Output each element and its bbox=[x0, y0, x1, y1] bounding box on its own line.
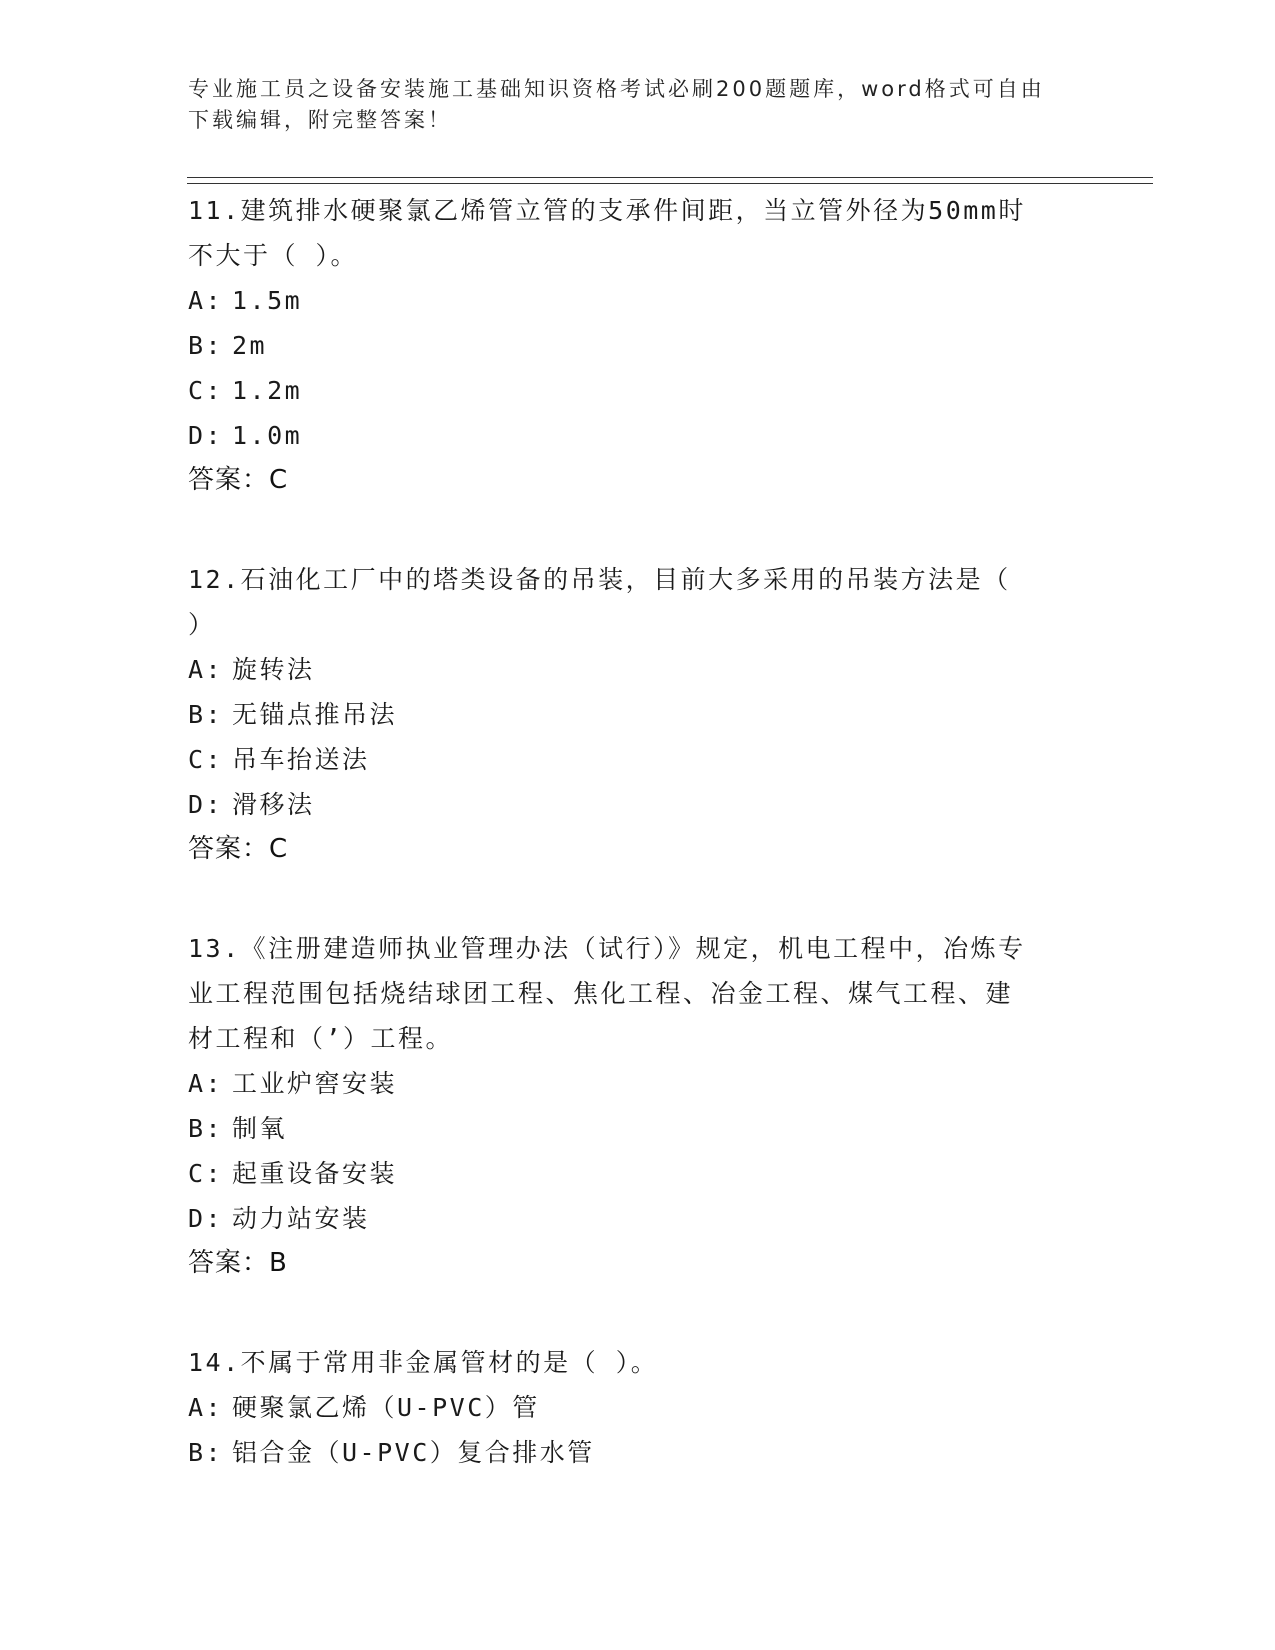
option-key: B: bbox=[188, 700, 224, 729]
option-key: D: bbox=[188, 421, 224, 450]
option-text: 铝合金（U-PVC）复合排水管 bbox=[232, 1438, 595, 1467]
header-line-2: 下载编辑，附完整答案！ bbox=[188, 108, 452, 132]
answer-line: 答案：C bbox=[188, 465, 289, 495]
header-line-1: 专业施工员之设备安装施工基础知识资格考试必刷200题题库，word格式可自由 bbox=[188, 77, 1045, 101]
option-c bbox=[188, 1151, 1088, 1196]
option-text: 1.2m bbox=[232, 376, 303, 405]
answer-line: 答案：B bbox=[188, 1248, 288, 1278]
option-key: D: bbox=[188, 1204, 224, 1233]
option-b bbox=[188, 692, 1088, 737]
question-stem-line: 13.《注册建造师执业管理办法（试行）》规定，机电工程中，冶炼专 bbox=[188, 934, 1026, 963]
option-key: B: bbox=[188, 1114, 224, 1143]
question-stem bbox=[188, 557, 1068, 647]
question-stem bbox=[188, 926, 1068, 1061]
option-a bbox=[188, 1385, 1088, 1430]
option-key: C: bbox=[188, 1159, 224, 1188]
option-b bbox=[188, 1106, 1088, 1151]
option-d bbox=[188, 413, 1088, 458]
option-d bbox=[188, 1196, 1088, 1241]
option-key: B: bbox=[188, 1438, 224, 1467]
option-key: A: bbox=[188, 1069, 224, 1098]
option-key: B: bbox=[188, 331, 224, 360]
option-key: C: bbox=[188, 376, 224, 405]
question-stem-line: 12.石油化工厂中的塔类设备的吊装，目前大多采用的吊装方法是（ bbox=[188, 565, 1011, 594]
answer-line: 答案：C bbox=[188, 834, 289, 864]
option-text: 滑移法 bbox=[232, 790, 315, 819]
option-text: 吊车抬送法 bbox=[232, 745, 370, 774]
option-key: D: bbox=[188, 790, 224, 819]
question-list bbox=[188, 188, 1088, 1529]
option-text: 1.5m bbox=[232, 286, 303, 315]
header-divider-top bbox=[187, 177, 1153, 178]
option-text: 1.0m bbox=[232, 421, 303, 450]
option-key: A: bbox=[188, 286, 224, 315]
question-stem-line: 11.建筑排水硬聚氯乙烯管立管的支承件间距，当立管外径为50mm时 bbox=[188, 196, 1026, 225]
option-key: C: bbox=[188, 745, 224, 774]
question-stem bbox=[188, 188, 1068, 278]
question-11 bbox=[188, 188, 1088, 503]
option-text: 动力站安装 bbox=[232, 1204, 370, 1233]
option-a bbox=[188, 1061, 1088, 1106]
document-header bbox=[188, 74, 1068, 136]
question-stem-line: 业工程范围包括烧结球团工程、焦化工程、冶金工程、煤气工程、建 bbox=[188, 979, 1014, 1008]
option-key: A: bbox=[188, 1393, 224, 1422]
option-key: A: bbox=[188, 655, 224, 684]
option-text: 旋转法 bbox=[232, 655, 315, 684]
question-13 bbox=[188, 926, 1088, 1286]
header-divider-bottom bbox=[187, 183, 1153, 184]
option-b bbox=[188, 323, 1088, 368]
option-text: 无锚点推吊法 bbox=[232, 700, 398, 729]
option-b bbox=[188, 1430, 1088, 1475]
question-stem-line: 14.不属于常用非金属管材的是（ ）。 bbox=[188, 1348, 659, 1377]
question-stem-line: 不大于（ ）。 bbox=[188, 241, 359, 270]
option-text: 制氧 bbox=[232, 1114, 288, 1143]
question-stem bbox=[188, 1340, 1068, 1385]
option-a bbox=[188, 647, 1088, 692]
option-c bbox=[188, 737, 1088, 782]
option-text: 工业炉窖安装 bbox=[232, 1069, 398, 1098]
question-stem-line: 材工程和（’）工程。 bbox=[188, 1024, 454, 1053]
option-d bbox=[188, 782, 1088, 827]
question-14 bbox=[188, 1340, 1088, 1475]
option-text: 硬聚氯乙烯（U-PVC）管 bbox=[232, 1393, 540, 1422]
question-12 bbox=[188, 557, 1088, 872]
option-c bbox=[188, 368, 1088, 413]
option-text: 起重设备安装 bbox=[232, 1159, 398, 1188]
option-a bbox=[188, 278, 1088, 323]
question-stem-line: ） bbox=[188, 610, 216, 639]
option-text: 2m bbox=[232, 331, 268, 360]
